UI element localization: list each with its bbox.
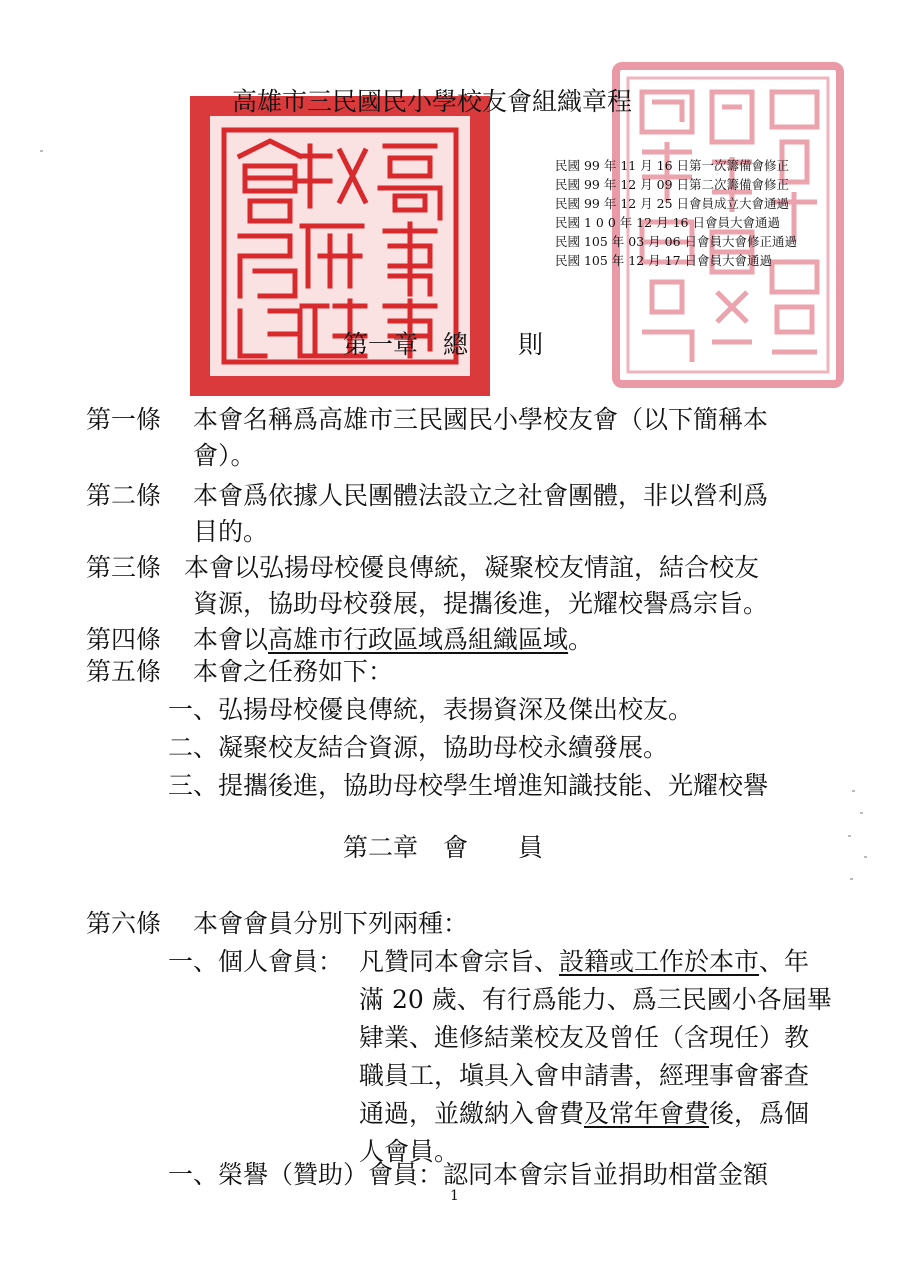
scan-speck — [848, 835, 851, 837]
article-6-intro: 本會會員分別下列兩種： — [193, 909, 469, 938]
item-1-line-5-underlined: 及常年會費 — [584, 1099, 710, 1128]
article-6-item-1-label: 一、個人會員： — [168, 947, 344, 976]
article-4-text-pre: 本會以 — [193, 625, 269, 654]
revision-line: 民國 99 年 12 月 25 日會員成立大會通過 — [555, 196, 790, 211]
revision-line: 民國 105 年 03 月 06 日會員大會修正通過 — [555, 234, 798, 249]
article-5-item-2: 二、凝聚校友結合資源，協助母校永續發展。 — [168, 733, 669, 762]
article-2-label: 第二條 — [86, 481, 162, 510]
article-1-text: 本會名稱爲高雄市三民國民小學校友會（以下簡稱本 — [193, 405, 769, 434]
article-6-item-1-line-5 — [359, 1094, 809, 1130]
article-6-item-1-line-3: 肄業、進修結業校友及曾任（含現任）教 — [359, 1023, 810, 1052]
scan-speck — [852, 790, 855, 792]
article-5-item-1: 一、弘揚母校優良傳統，表揚資深及傑出校友。 — [168, 695, 694, 724]
article-1-text-cont: 會）。 — [193, 441, 256, 470]
article-4-label: 第四條 — [86, 625, 162, 654]
chapter-2-heading: 第二章 會 員 — [343, 833, 544, 862]
revision-line: 民國 1 0 0 年 12 月 16 日會員大會通過 — [555, 215, 780, 230]
article-6-item-1-line-2: 滿 20 歲、有行爲能力、爲三民國小各屆畢 — [359, 985, 832, 1014]
item-1-line-1-post: 、年 — [759, 947, 810, 976]
article-3-label: 第三條 — [86, 553, 162, 582]
article-6-item-1-line-1 — [359, 942, 809, 978]
page-number: 1 — [450, 1188, 459, 1204]
article-6-item-1-line-4: 職員工，塡具入會申請書，經理事會審查 — [359, 1061, 810, 1090]
item-1-line-1-underlined: 設籍或工作於本市 — [559, 947, 760, 976]
revision-line: 民國 105 年 12 月 17 日會員大會通過 — [555, 253, 773, 268]
scan-speck — [864, 856, 867, 858]
article-6-item-1-line-6: 人會員。 — [359, 1137, 460, 1166]
article-1-label: 第一條 — [86, 405, 162, 434]
article-6-label: 第六條 — [86, 909, 162, 938]
scan-speck — [850, 878, 853, 880]
scan-speck — [860, 812, 863, 814]
item-1-line-1-pre: 凡贊同本會宗旨、 — [359, 947, 560, 976]
article-6-item-2: 一、榮譽（贊助）會員：認同本會宗旨並捐助相當金額 — [168, 1160, 769, 1189]
document-title: 高雄市三民國民小學校友會組織章程 — [232, 87, 633, 116]
item-1-line-5-post: 後，爲個 — [709, 1099, 810, 1128]
scan-speck — [40, 150, 43, 152]
article-3-text: 本會以弘揚母校優良傳統，凝聚校友情誼，結合校友 — [184, 553, 760, 582]
article-5-intro: 本會之任務如下： — [193, 657, 394, 686]
article-2-text: 本會爲依據人民團體法設立之社會團體，非以營利爲 — [193, 481, 769, 510]
article-4-text — [193, 620, 593, 656]
chapter-1-heading: 第一章 總 則 — [343, 330, 544, 359]
revision-line: 民國 99 年 11 月 16 日第一次籌備會修正 — [555, 158, 790, 173]
item-1-line-5-pre: 通過，並繳納入會費 — [359, 1099, 585, 1128]
article-2-text-cont: 目的。 — [193, 517, 269, 546]
revision-history — [555, 156, 797, 270]
article-4-text-post: 。 — [568, 625, 594, 654]
article-5-item-3: 三、提攜後進，協助母校學生增進知識技能、光耀校譽 — [168, 771, 769, 800]
article-4-underlined: 高雄市行政區域爲組織區域 — [268, 625, 569, 654]
revision-line: 民國 99 年 12 月 09 日第二次籌備會修正 — [555, 177, 790, 192]
article-5-label: 第五條 — [86, 657, 162, 686]
article-3-text-cont: 資源，協助母校發展，提攜後進，光耀校譽爲宗旨。 — [193, 589, 769, 618]
